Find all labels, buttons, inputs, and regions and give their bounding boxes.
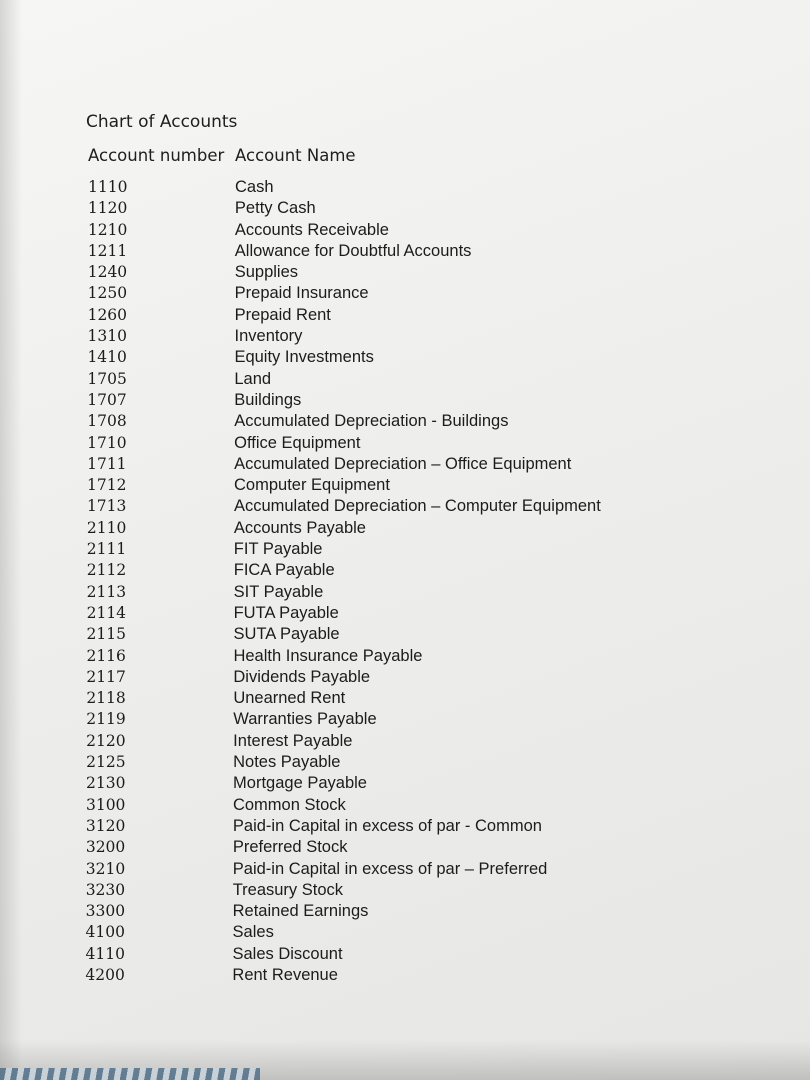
account-number: 2130: [86, 774, 126, 793]
account-number: 1712: [87, 476, 127, 495]
account-row: [0, 710, 808, 731]
account-number: 1211: [87, 241, 128, 260]
account-number: 3300: [85, 902, 126, 921]
account-row: [0, 391, 809, 412]
account-name: Warranties Payable: [233, 710, 377, 729]
account-number: 2114: [86, 603, 127, 622]
account-number: 1710: [87, 433, 127, 452]
account-row: [0, 838, 808, 859]
account-row: [0, 902, 808, 923]
account-number: 4100: [85, 923, 126, 942]
column-header-account-name: Account Name: [235, 146, 356, 165]
account-row: [0, 881, 808, 902]
account-number: 3210: [85, 859, 126, 878]
account-row: [0, 647, 808, 668]
account-row: [0, 476, 809, 497]
account-row: [0, 604, 809, 625]
account-row: [0, 263, 810, 284]
account-name: SUTA Payable: [233, 625, 340, 644]
accounts-list: [0, 178, 810, 987]
account-number: 1210: [87, 220, 128, 239]
account-name: Dividends Payable: [233, 667, 371, 686]
account-number: 2111: [86, 540, 127, 559]
account-name: Preferred Stock: [232, 838, 348, 857]
account-number: 2117: [86, 667, 126, 686]
account-number: 3200: [85, 838, 126, 857]
account-row: [0, 625, 809, 646]
page-title: Chart of Accounts: [86, 112, 238, 132]
account-row: [0, 561, 809, 582]
account-row: [0, 306, 810, 327]
account-row: [0, 284, 810, 305]
account-row: [0, 540, 809, 561]
account-name: Health Insurance Payable: [233, 646, 423, 665]
account-row: [0, 732, 808, 753]
account-row: [0, 455, 809, 476]
account-name: Supplies: [234, 263, 299, 282]
account-name: Treasury Stock: [232, 880, 344, 899]
account-row: [0, 348, 809, 369]
account-row: [0, 774, 808, 795]
account-name: FIT Payable: [233, 540, 323, 559]
account-name: FUTA Payable: [233, 603, 339, 622]
account-name: Cash: [235, 178, 274, 196]
account-name: Accounts Payable: [233, 518, 366, 537]
account-name: Prepaid Rent: [234, 305, 331, 324]
account-number: 1110: [88, 178, 128, 196]
account-number: 4200: [85, 965, 125, 984]
account-name: Interest Payable: [233, 731, 353, 750]
background-strip: [0, 1068, 260, 1080]
account-name: Paid-in Capital in excess of par – Preferred: [232, 859, 548, 878]
account-number: 1240: [87, 263, 128, 282]
account-number: 4110: [85, 944, 125, 963]
account-name: Accumulated Depreciation - Buildings: [234, 412, 509, 431]
account-name: Accounts Receivable: [234, 220, 389, 239]
account-name: SIT Payable: [233, 582, 324, 601]
account-name: Prepaid Insurance: [234, 284, 369, 303]
account-number: 2118: [86, 689, 126, 708]
account-number: 3230: [85, 880, 126, 899]
account-row: [0, 668, 808, 689]
account-row: [0, 817, 808, 838]
account-number: 3120: [85, 816, 126, 835]
account-number: 2113: [86, 582, 127, 601]
column-header-account-number: Account number: [88, 146, 225, 165]
account-name: Computer Equipment: [234, 476, 390, 495]
account-number: 1260: [87, 305, 128, 324]
account-number: 1705: [87, 369, 127, 388]
account-name: Sales Discount: [232, 944, 343, 963]
account-row: [0, 221, 810, 242]
account-row: [0, 945, 807, 966]
account-name: Allowance for Doubtful Accounts: [234, 241, 472, 260]
account-name: Equity Investments: [234, 348, 374, 367]
account-number: 1707: [87, 390, 127, 409]
account-number: 1250: [87, 284, 128, 303]
account-number: 2112: [86, 561, 127, 580]
account-number: 1410: [87, 348, 127, 367]
account-number: 2110: [86, 518, 127, 537]
account-name: FICA Payable: [233, 561, 335, 580]
account-row: [0, 753, 808, 774]
account-number: 2115: [86, 625, 126, 644]
account-name: Inventory: [234, 327, 303, 346]
account-row: [0, 327, 810, 348]
account-number: 1120: [87, 199, 128, 218]
account-row: [0, 412, 809, 433]
account-number: 2120: [86, 731, 126, 750]
account-row: [0, 519, 809, 540]
account-number: 1713: [86, 497, 127, 516]
account-row: [0, 242, 810, 263]
account-name: Mortgage Payable: [233, 774, 367, 793]
account-name: Accumulated Depreciation – Office Equipment: [234, 454, 572, 473]
account-name: Petty Cash: [234, 199, 316, 218]
account-name: Rent Revenue: [232, 965, 338, 984]
account-number: 2119: [86, 710, 126, 729]
account-number: 2116: [86, 646, 126, 665]
account-number: 1708: [87, 412, 127, 431]
account-name: Common Stock: [232, 795, 346, 814]
account-name: Paid-in Capital in excess of par - Common: [232, 816, 542, 835]
account-number: 2125: [86, 753, 126, 772]
account-name: Notes Payable: [233, 753, 341, 772]
account-row: [0, 796, 808, 817]
account-row: [0, 497, 809, 518]
account-row: [0, 923, 808, 944]
account-row: [0, 860, 808, 881]
account-number: 1711: [87, 454, 127, 473]
account-row: [0, 370, 809, 391]
account-name: Office Equipment: [234, 433, 361, 452]
account-row: [0, 178, 810, 199]
account-number: 1310: [87, 327, 127, 346]
account-name: Unearned Rent: [233, 689, 346, 708]
account-row: [0, 199, 810, 220]
account-row: [0, 434, 809, 455]
account-name: Retained Earnings: [232, 902, 369, 921]
account-row: [0, 583, 809, 604]
account-number: 3100: [85, 795, 126, 814]
account-name: Accumulated Depreciation – Computer Equipment: [233, 497, 601, 516]
account-name: Buildings: [234, 390, 302, 409]
account-row: [0, 689, 808, 710]
account-row: [0, 966, 807, 987]
account-name: Land: [234, 369, 272, 388]
account-name: Sales: [232, 923, 274, 942]
